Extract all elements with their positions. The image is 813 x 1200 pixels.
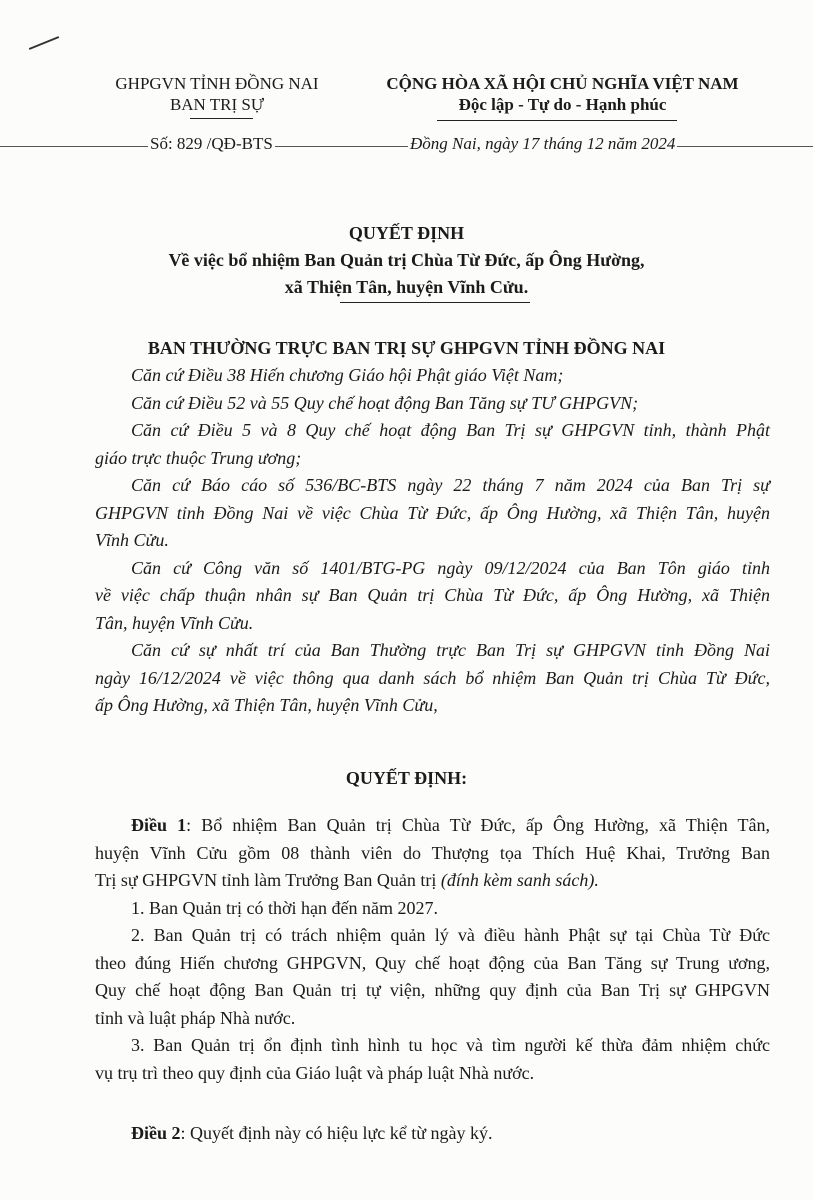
text-line: giáo trực thuộc Trung ương;	[95, 447, 302, 468]
text-line	[95, 812, 770, 840]
text-run: Quy chế hoạt động Ban Quản trị tự viện, những quy định của Ban Trị sự GHPGVN	[95, 980, 770, 1000]
text-line: Căn cứ Báo cáo số 536/BC-BTS ngày 22 tháng 7 năm 2024 của Ban Trị sự	[131, 475, 770, 495]
text-run: (đính kèm sanh sách).	[440, 870, 599, 890]
nation-motto: Độc lập - Tự do - Hạnh phúc	[458, 95, 667, 114]
issuer-block	[97, 74, 337, 115]
text-line	[95, 950, 770, 978]
text-line	[95, 1032, 770, 1060]
recitals	[95, 362, 770, 720]
pen-mark	[29, 36, 59, 50]
text-line: Tân, huyện Vĩnh Cửu.	[95, 612, 254, 633]
text-run: huyện Vĩnh Cửu gồm 08 thành viên do Thượng tọa Thích Huệ Khai, Trưởng Ban	[95, 842, 770, 863]
text-run: vụ trụ trì theo quy định của Giáo luật và pháp luật Nhà nước.	[95, 1062, 535, 1083]
subject-line-1: Về việc bổ nhiệm Ban Quản trị Chùa Từ Đức, ấp Ông Hường,	[168, 250, 645, 270]
text-line: Căn cứ Điều 5 và 8 Quy chế hoạt động Ban Trị sự GHPGVN tỉnh, thành Phật	[131, 420, 770, 440]
document-number: Số: 829 /QĐ-BTS	[150, 134, 273, 153]
text-line: GHPGVN tỉnh Đồng Nai về việc Chùa Từ Đức, ấp Ông Hường, xã Thiện Tân, huyện	[95, 502, 770, 523]
text-run: 1. Ban Quản trị có thời hạn đến năm 2027.	[131, 897, 438, 918]
nation-name: CỘNG HÒA XÃ HỘI CHỦ NGHĨA VIỆT NAM	[386, 74, 739, 93]
issuer-underline	[190, 118, 253, 119]
subject-line-2: xã Thiện Tân, huyện Vĩnh Cửu.	[284, 277, 529, 297]
article-label: Điều 1	[131, 815, 187, 835]
text-line	[95, 867, 770, 895]
text-line	[95, 895, 770, 923]
articles	[95, 812, 770, 1087]
authority-heading: BAN THƯỜNG TRỰC BAN TRỊ SỰ GHPGVN TỈNH ĐỒNG NAI	[147, 338, 666, 358]
text-run: : Bổ nhiệm Ban Quản trị Chùa Từ Đức, ấp Ông Hường, xã Thiện Tân,	[186, 815, 771, 835]
text-run: 3. Ban Quản trị ổn định tình hình tu học và tìm người kế thừa đảm nhiệm chức	[131, 1035, 770, 1055]
issuer-org: GHPGVN TỈNH ĐỒNG NAI	[115, 74, 319, 93]
decision-heading: QUYẾT ĐỊNH:	[345, 768, 468, 788]
text-line	[95, 922, 770, 950]
text-run: theo đúng Hiến chương GHPGVN, Quy chế hoạt động của Ban Tăng sự Trung ương,	[95, 952, 770, 973]
issuer-board: BAN TRỊ SỰ	[169, 95, 265, 114]
text-line: ngày 16/12/2024 về việc thông qua danh sách bổ nhiệm Ban Quản trị Chùa Từ Đức,	[95, 667, 770, 688]
text-run: tỉnh và luật pháp Nhà nước.	[95, 1007, 296, 1028]
article-label: Điều 2	[131, 1123, 181, 1143]
text-line: Căn cứ Điều 38 Hiến chương Giáo hội Phật giáo Việt Nam;	[131, 365, 564, 385]
motto-underline	[437, 120, 677, 121]
nation-block	[360, 74, 765, 115]
text-run: Trị sự GHPGVN tỉnh làm Trưởng Ban Quản trị	[95, 870, 441, 890]
article-2	[95, 1120, 770, 1148]
document-title: QUYẾT ĐỊNH	[348, 223, 465, 243]
text-run: : Quyết định này có hiệu lực kể từ ngày ký.	[180, 1123, 493, 1143]
text-line: về việc chấp thuận nhân sự Ban Quản trị Chùa Từ Đức, ấp Ông Hường, xã Thiện	[95, 585, 770, 605]
title-underline	[340, 302, 530, 303]
text-line	[95, 840, 770, 868]
text-line: Căn cứ Điều 52 và 55 Quy chế hoạt động Ban Tăng sự TƯ GHPGVN;	[131, 392, 639, 413]
text-line: ấp Ông Hường, xã Thiện Tân, huyện Vĩnh Cửu,	[95, 695, 438, 715]
text-line	[95, 1120, 770, 1148]
scan-line	[0, 146, 813, 147]
text-line: Vĩnh Cửu.	[95, 530, 169, 550]
text-line	[95, 1005, 770, 1033]
text-line: Căn cứ Công văn số 1401/BTG-PG ngày 09/12/2024 của Ban Tôn giáo tỉnh	[131, 557, 770, 578]
text-line	[95, 1060, 770, 1088]
text-line: Căn cứ sự nhất trí của Ban Thường trực Ban Trị sự GHPGVN tỉnh Đồng Nai	[131, 640, 770, 660]
place-date: Đồng Nai, ngày 17 tháng 12 năm 2024	[410, 134, 676, 153]
text-run: 2. Ban Quản trị có trách nhiệm quản lý và điều hành Phật sự tại Chùa Từ Đức	[131, 925, 770, 945]
text-line	[95, 977, 770, 1005]
